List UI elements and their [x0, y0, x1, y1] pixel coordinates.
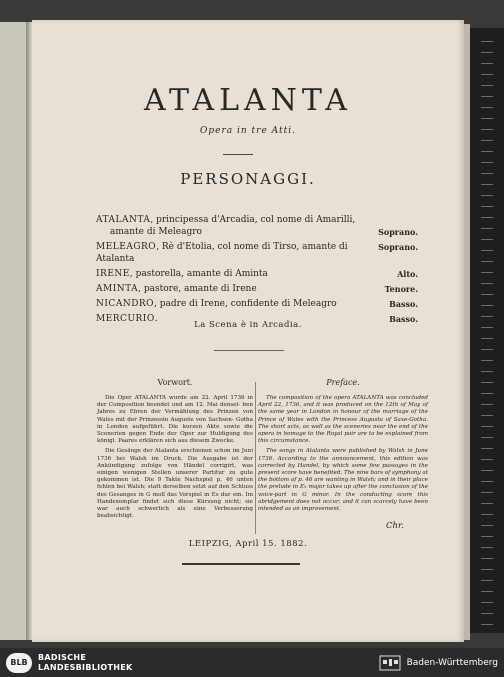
place-date: LEIPZIG, April 15. 1882. [188, 539, 308, 549]
bw-branding[interactable] [379, 655, 504, 671]
preface-paragraph: The songs in Atalanta were published by Walsh in June 1736. According to the announcement, this edition was corrected by Handel, by which some few passages in the present score have benefited. The nine bars of symphony at the bottom of p. 46 are wanting in Walsh; and in their place the prelude in E♭ major takes up after the conclusion of the voice-part in G minor. In the conducting score this abridgement does not occur; and it can scarcely have been intended as an improvement. [258, 448, 428, 513]
cast-description: , Rè d'Etolia, col nome di Tirso, amante di Atalanta [96, 242, 348, 264]
cast-row [96, 241, 418, 265]
left-page-edge [0, 22, 28, 640]
cast-description: , pastorella, amante di Aminta [129, 269, 268, 279]
blb-library-name [38, 653, 133, 673]
preface-column [258, 378, 428, 516]
scene-divider [214, 350, 284, 351]
cast-description-cont: amante di Meleagro [110, 227, 202, 237]
blb-name-line2: LANDESBIBLIOTHEK [38, 662, 133, 672]
cast-name: IRENE [96, 269, 130, 279]
scan-ruler [470, 28, 504, 633]
scene-note: La Scena è in Arcadia. [194, 320, 302, 330]
cast-name: AMINTA [96, 284, 139, 294]
opera-subtitle: Opera in tre Atti. [200, 126, 296, 136]
cast-voice: Tenore. [384, 284, 418, 294]
title-divider [223, 154, 253, 155]
column-divider [255, 382, 256, 534]
blb-branding[interactable] [0, 653, 133, 673]
preface-paragraph: The composition of the opera ATALANTA was concluded April 22, 1736, and it was produced on the 12th of May of the same year in London in honour of the marriage of the Prince of Wales with the Princess Augusta of Saxe-Gotha. The short acts, as well as the sceneries near the end of the opera in homage to the Royal pair are to be explained from this circumstance. [258, 395, 428, 445]
preface-signature: Chr. [386, 521, 404, 531]
cast-description: . [154, 314, 158, 324]
document-page [32, 20, 464, 642]
vorwort-column [97, 378, 253, 523]
coat-of-arms-icon [379, 655, 401, 671]
cast-row [96, 268, 418, 280]
cast-list [96, 214, 418, 328]
opera-title: ATALANTA [144, 83, 352, 118]
cast-name: NICANDRO [96, 299, 155, 309]
vorwort-paragraph: Die Oper ATALANTA wurde am 22. April 1736 in der Composition beendet und am 12. Mai densel- ben Jahres zu Ehren der Vermählung des Prinzen von Wales mit der Prinzessin Auguste von Sachsen- Gotha in London aufgeführt. Die kurzen Akte sowie die Scenerien gegen Ende der Oper zur Huldigung des königl. Paares erklären sich aus diesem Zwecke. [97, 395, 253, 445]
cast-voice: Soprano. [378, 227, 418, 237]
blb-name-line1: BADISCHE [38, 652, 87, 662]
cast-row [96, 283, 418, 295]
cast-row [96, 298, 418, 310]
cast-description: , padre di Irene, confidente di Meleagro [154, 299, 337, 309]
cast-name: MERCURIO [96, 314, 155, 324]
cast-name: MELEAGRO [96, 242, 157, 252]
vorwort-heading: Vorwort. [157, 378, 193, 387]
cast-voice: Alto. [397, 269, 418, 279]
blb-logo-icon: BLB [6, 653, 32, 673]
cast-description: , principessa d'Arcadia, col nome di Amarilli, [150, 215, 356, 225]
preface-heading: Preface. [326, 378, 360, 387]
cast-description: , pastore, amante di Irene [138, 284, 257, 294]
cast-voice: Basso. [389, 299, 418, 309]
closing-rule [182, 563, 300, 565]
viewer-footer [0, 648, 504, 677]
vorwort-paragraph: Die Gesänge der Atalanta erschienen schon im Juni 1736 bei Walsh im Druck. Die Ausgabe ist der Ankündigung zufolge von Händel corrigirt, was einigen wenigen Stellen unserer Partitur zu gute gekommen ist. Die 9 Takte Nachspiel p. 46 unten fehlen bei Walsh; statt derselben setzt auf den Schluss des Gesanges in G moll das Vorspiel in Es dur ein. Im Handexemplar findet sich diese Kürzung nicht; sie war auch schwerlich als eine Verbesserung beabsichtigt. [97, 448, 253, 520]
cast-row [96, 214, 418, 238]
cast-voice: Soprano. [378, 242, 418, 252]
bw-state-name: Baden-Württemberg [406, 657, 498, 668]
cast-name: ATALANTA [96, 215, 151, 225]
cast-voice: Basso. [389, 314, 418, 324]
personaggi-heading: PERSONAGGI. [180, 170, 316, 188]
